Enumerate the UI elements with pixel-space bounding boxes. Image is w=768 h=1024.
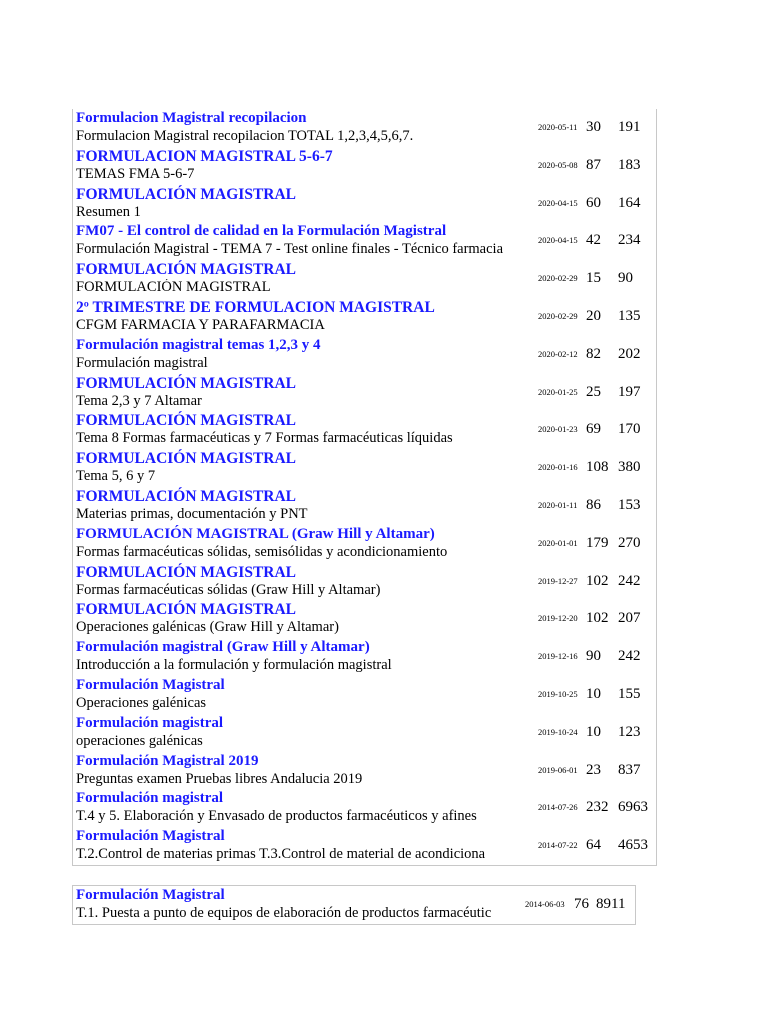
document-date: 2020-05-08: [538, 159, 578, 170]
document-description: Preguntas examen Pruebas libres Andalucia 2019: [76, 770, 363, 787]
document-views: 183: [618, 156, 641, 173]
document-pages: 23: [586, 761, 601, 778]
document-pages: 76: [574, 896, 589, 912]
document-row: [73, 298, 656, 336]
document-title-link[interactable]: FM07 - El control de calidad en la Formulación Magistral: [76, 223, 447, 240]
document-title-link[interactable]: FORMULACIÓN MAGISTRAL: [76, 412, 297, 430]
document-views: 90: [618, 270, 633, 287]
document-title-link[interactable]: Formulación magistral (Graw Hill y Altamar): [76, 639, 370, 656]
document-pages: 102: [586, 610, 609, 627]
document-pages: 60: [586, 194, 601, 211]
document-description: Resumen 1: [76, 203, 141, 220]
document-pages: 10: [586, 723, 601, 740]
document-description: Tema 8 Formas farmacéuticas y 7 Formas farmacéuticas líquidas: [76, 430, 453, 447]
document-title-link[interactable]: FORMULACION MAGISTRAL 5-6-7: [76, 147, 333, 165]
document-pages: 64: [586, 837, 601, 854]
document-date: 2014-07-22: [538, 840, 578, 851]
document-description: Formas farmacéuticas sólidas (Graw Hill y Altamar): [76, 581, 381, 598]
document-pages: 87: [586, 156, 601, 173]
document-row: [73, 109, 656, 147]
document-views: 207: [618, 610, 641, 627]
document-row: [73, 525, 656, 563]
document-description: CFGM FARMACIA Y PARAFARMACIA: [76, 316, 325, 333]
document-date: 2019-12-16: [538, 651, 578, 662]
document-date: 2019-06-01: [538, 764, 578, 775]
document-views: 202: [618, 345, 641, 362]
document-pages: 82: [586, 345, 601, 362]
document-title-link[interactable]: Formulación magistral temas 1,2,3 y 4: [76, 336, 321, 353]
document-views: 197: [618, 383, 641, 400]
document-views: 170: [618, 421, 641, 438]
document-description: T.2.Control de materias primas T.3.Control de material de acondiciona: [76, 846, 486, 863]
document-date: 2020-01-23: [538, 424, 578, 435]
document-pages: 102: [586, 572, 609, 589]
document-row: [73, 886, 635, 924]
document-date: 2019-10-25: [538, 688, 578, 699]
document-title-link[interactable]: FORMULACIÓN MAGISTRAL (Graw Hill y Altamar): [76, 525, 435, 542]
document-views: 270: [618, 534, 641, 551]
document-row: [73, 676, 656, 714]
document-title-link[interactable]: FORMULACIÓN MAGISTRAL: [76, 185, 297, 203]
document-description: Formulación Magistral - TEMA 7 - Test online finales - Técnico farmacia: [76, 241, 504, 258]
document-date: 2019-12-27: [538, 575, 578, 586]
document-description: Operaciones galénicas (Graw Hill y Altamar): [76, 619, 339, 636]
document-pages: 69: [586, 421, 601, 438]
document-pages: 232: [586, 799, 609, 816]
document-pages: 15: [586, 270, 601, 287]
document-row: [73, 487, 656, 525]
document-row: [73, 411, 656, 449]
document-views: 837: [618, 761, 641, 778]
document-views: 164: [618, 194, 641, 211]
document-title-link[interactable]: FORMULACIÓN MAGISTRAL: [76, 601, 297, 619]
document-row: [73, 449, 656, 487]
document-date: 2020-02-12: [538, 348, 578, 359]
document-pages: 86: [586, 496, 601, 513]
document-date: 2020-02-29: [538, 273, 578, 284]
document-row: [73, 374, 656, 412]
document-description: Formulación magistral: [76, 354, 208, 371]
document-row: [73, 260, 656, 298]
document-description: TEMAS FMA 5-6-7: [76, 165, 195, 182]
document-date: 2020-04-15: [538, 235, 578, 246]
document-title-link[interactable]: Formulación Magistral: [76, 676, 225, 693]
document-row: [73, 600, 656, 638]
document-views: 242: [618, 648, 641, 665]
document-pages: 108: [586, 459, 609, 476]
document-description: operaciones galénicas: [76, 732, 203, 749]
document-row: [73, 789, 656, 827]
document-description: Tema 5, 6 y 7: [76, 468, 156, 485]
document-title-link[interactable]: FORMULACIÓN MAGISTRAL: [76, 374, 297, 392]
document-description: T.4 y 5. Elaboración y Envasado de productos farmacéuticos y afines: [76, 808, 477, 825]
document-row: [73, 827, 656, 865]
document-pages: 42: [586, 232, 601, 249]
document-views: 234: [618, 232, 641, 249]
document-date: 2019-10-24: [538, 726, 578, 737]
document-title-link[interactable]: Formulación Magistral 2019: [76, 752, 259, 769]
document-row: [73, 638, 656, 676]
document-date: 2014-07-26: [538, 802, 578, 813]
document-views: 135: [618, 307, 641, 324]
document-pages: 30: [586, 119, 601, 135]
document-pages: 10: [586, 685, 601, 702]
document-pages: 179: [586, 534, 609, 551]
document-date: 2020-01-01: [538, 537, 578, 548]
document-title-link[interactable]: Formulación magistral: [76, 714, 224, 731]
document-date: 2014-06-03: [525, 899, 565, 909]
document-title-link[interactable]: FORMULACIÓN MAGISTRAL: [76, 261, 297, 279]
document-title-link[interactable]: Formulacion Magistral recopilacion: [76, 110, 307, 126]
document-row: [73, 336, 656, 374]
document-row: [73, 147, 656, 185]
document-description: Formulacion Magistral recopilacion TOTAL 1,2,3,4,5,6,7.: [76, 128, 414, 144]
document-date: 2020-02-29: [538, 310, 578, 321]
document-views: 4653: [618, 837, 648, 854]
document-views: 242: [618, 572, 641, 589]
document-date: 2020-01-25: [538, 386, 578, 397]
document-description: Tema 2,3 y 7 Altamar: [76, 392, 202, 409]
document-views: 153: [618, 496, 641, 513]
document-table: [72, 109, 657, 866]
document-date: 2019-12-20: [538, 613, 578, 624]
document-row: [73, 185, 656, 223]
document-row: [73, 563, 656, 601]
document-date: 2020-01-16: [538, 462, 578, 473]
document-views: 380: [618, 459, 641, 476]
document-row: [73, 752, 656, 790]
document-title-link[interactable]: 2º TRIMESTRE DE FORMULACION MAGISTRAL: [76, 298, 435, 316]
document-views: 155: [618, 685, 641, 702]
document-table-extra: [72, 885, 636, 925]
document-description: Materias primas, documentación y PNT: [76, 505, 308, 522]
document-date: 2020-04-15: [538, 197, 578, 208]
document-date: 2020-01-11: [538, 499, 578, 510]
document-title-link[interactable]: FORMULACIÓN MAGISTRAL: [76, 450, 297, 468]
document-row: [73, 714, 656, 752]
document-description: Formas farmacéuticas sólidas, semisólidas y acondicionamiento: [76, 543, 448, 560]
document-pages: 20: [586, 307, 601, 324]
document-title-link[interactable]: Formulación magistral: [76, 790, 224, 807]
document-description: Introducción a la formulación y formulación magistral: [76, 657, 392, 674]
document-description: T.1. Puesta a punto de equipos de elaboración de productos farmacéutic: [76, 905, 492, 921]
document-pages: 25: [586, 383, 601, 400]
document-title-link[interactable]: Formulación Magistral: [76, 887, 225, 903]
document-date: 2020-05-11: [538, 122, 578, 132]
document-description: FORMULACIÓN MAGISTRAL: [76, 279, 271, 296]
document-views: 123: [618, 723, 641, 740]
document-title-link[interactable]: Formulación Magistral: [76, 828, 225, 845]
document-title-link[interactable]: FORMULACIÓN MAGISTRAL: [76, 563, 297, 581]
document-title-link[interactable]: FORMULACIÓN MAGISTRAL: [76, 487, 297, 505]
document-views: 191: [618, 119, 641, 135]
document-views: 6963: [618, 799, 648, 816]
document-views: 8911: [596, 896, 626, 912]
document-description: Operaciones galénicas: [76, 694, 207, 711]
document-row: [73, 222, 656, 260]
document-pages: 90: [586, 648, 601, 665]
